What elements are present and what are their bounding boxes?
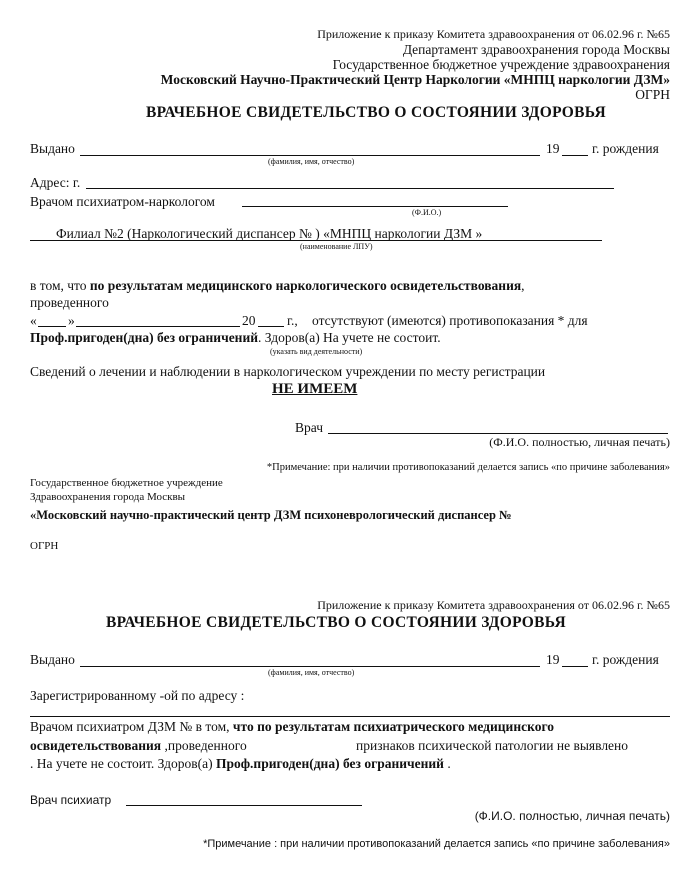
order-reference: Приложение к приказу Комитета здравоохранения от 06.02.96 г. №65 <box>317 27 670 41</box>
order-reference-2: Приложение к приказу Комитета здравоохранения от 06.02.96 г. №65 <box>317 598 670 612</box>
birth-label-2: г. рождения <box>592 652 659 667</box>
fio-hint-2: (фамилия, имя, отчество) <box>268 668 355 677</box>
conducted-label: проведенного <box>30 295 109 310</box>
footnote: *Примечание: при наличии противопоказаний делается запись «по причине заболевания» <box>266 462 670 473</box>
org-name-bold: «Московский научно-практический центр ДЗМ психоневрологический диспансер № <box>30 508 512 522</box>
activity-hint: (указать вид деятельности) <box>270 347 363 356</box>
psych-line-2-mid: ,проведенного <box>161 738 247 753</box>
date-year-prefix: 20 <box>242 313 256 328</box>
fio-short-hint: (Ф.И.О.) <box>412 208 442 217</box>
address-field-2[interactable] <box>30 716 670 717</box>
date-day-field[interactable] <box>38 326 66 327</box>
fio-field[interactable] <box>80 155 540 156</box>
result-bold: по результатам медицинского наркологического освидетельствования <box>89 278 522 293</box>
psych-line-3-suffix: . <box>443 756 451 771</box>
doctor-sign-label: Врач <box>295 420 323 435</box>
psych-line-3-bold: Проф.пригоден(дна) без ограничений <box>215 756 444 771</box>
ogrn-label-2: ОГРН <box>30 540 59 552</box>
doctor-label: Врачом психиатром-наркологом <box>30 194 215 209</box>
registry-text: Сведений о лечении и наблюдении в наркологическом учреждении по месту регистрации <box>30 364 546 379</box>
date-quote-close: » <box>68 313 75 328</box>
department-line: Департамент здравоохранения города Москвы <box>402 42 670 57</box>
doctor-sign-field[interactable] <box>328 433 668 434</box>
page-title-2: ВРАЧЕБНОЕ СВИДЕТЕЛЬСТВО О СОСТОЯНИИ ЗДОРОВЬЯ <box>106 614 566 631</box>
center-name: Московский Научно-Практический Центр Наркологии «МНПЦ наркологии ДЗМ» <box>160 72 670 87</box>
address-field[interactable] <box>86 188 614 189</box>
fitness-rest: . Здоров(а) На учете не состоит. <box>258 330 441 345</box>
psych-line-3 <box>30 756 451 772</box>
sign-hint: (Ф.И.О. полностью, личная печать) <box>489 435 670 449</box>
birth-label: г. рождения <box>592 141 659 156</box>
date-year-field[interactable] <box>258 326 284 327</box>
address-label: Адрес: г. <box>30 175 81 190</box>
psych-line-1-prefix: Врачом психиатром ДЗМ № в том, <box>30 719 233 734</box>
org-line-1: Государственное бюджетное учреждение <box>30 477 223 489</box>
lpu-hint: (наименование ЛПУ) <box>300 242 373 251</box>
date-year-suffix: г., <box>287 313 298 328</box>
issued-label-2: Выдано <box>30 652 75 667</box>
psych-doctor-sign-field[interactable] <box>126 805 362 806</box>
psych-line-3-prefix: . На учете не состоит. Здоров(а) <box>30 756 216 771</box>
contra-text: отсутствуют (имеются) противопоказания * для <box>312 313 588 328</box>
branch-text: Филиал №2 (Наркологический диспансер № ) «МНПЦ наркологии ДЗМ » <box>56 226 483 241</box>
fio-hint: (фамилия, имя, отчество) <box>268 157 355 166</box>
date-month-field[interactable] <box>76 326 240 327</box>
date-quote-open: « <box>30 313 37 328</box>
result-suffix: , <box>521 278 525 293</box>
registered-label: Зарегистрированному -ой по адресу : <box>30 688 245 703</box>
psych-line-1-bold: что по результатам психиатрического медицинского <box>232 719 554 734</box>
birth-year-field-2[interactable] <box>562 666 588 667</box>
fitness-line <box>30 330 441 346</box>
page-title: ВРАЧЕБНОЕ СВИДЕТЕЛЬСТВО О СОСТОЯНИИ ЗДОРОВЬЯ <box>146 104 606 121</box>
psych-line-1 <box>30 719 554 735</box>
ogrn-label: ОГРН <box>635 87 670 102</box>
psych-line-2-bold: освидетельствования <box>30 738 162 753</box>
branch-underline <box>30 240 602 241</box>
result-line <box>30 278 525 294</box>
footnote-2: *Примечание : при наличии противопоказаний делается запись «по причине заболевания» <box>203 838 670 850</box>
psych-line-2 <box>30 738 247 754</box>
institution-line: Государственное бюджетное учреждение здравоохранения <box>332 57 670 72</box>
org-line-2: Здравоохранения города Москвы <box>30 491 186 503</box>
fitness-bold: Проф.пригоден(дна) без ограничений <box>30 330 259 345</box>
none-stamp: НЕ ИМЕЕМ <box>272 381 358 397</box>
result-prefix: в том, что <box>30 278 90 293</box>
year-prefix-2: 19 <box>546 652 560 667</box>
issued-label: Выдано <box>30 141 75 156</box>
psych-line-2-right: признаков психической патологии не выявлено <box>356 738 629 753</box>
birth-year-field[interactable] <box>562 155 588 156</box>
year-prefix: 19 <box>546 141 560 156</box>
doctor-name-field[interactable] <box>242 206 508 207</box>
psych-doctor-label: Врач психиатр <box>30 793 112 807</box>
sign-hint-2: (Ф.И.О. полностью, личная печать) <box>474 809 670 823</box>
fio-field-2[interactable] <box>80 666 540 667</box>
